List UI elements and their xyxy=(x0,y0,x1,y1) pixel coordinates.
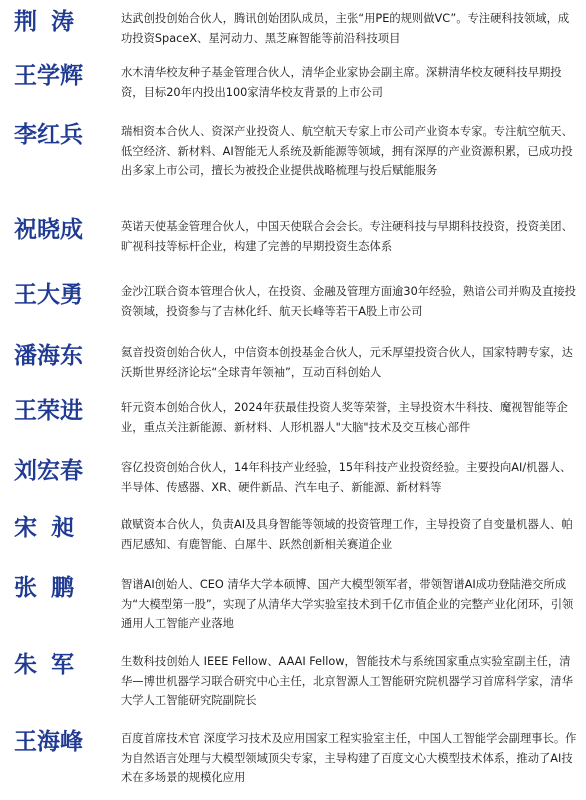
person-bio: 智谱AI创始人、CEO 清华大学本硕博、国产大模型领军者，带领智谱AI成功登陆港交所成为“大模型第一股”，实现了从清华大学实验室技术到千亿市值企业的完整产业化闭环，引领通用人工智能产业落地 xyxy=(121,578,574,630)
person-name: 潘海东 xyxy=(14,343,83,369)
person-bio: 容亿投资创始合伙人，14年科技产业经验，15年科技产业投资经验。主要投向AI/机器人、半导体、传感器、XR、硬件新品、汽车电子、新能源、新材料等 xyxy=(121,461,572,494)
person-name: 张鹏 xyxy=(14,575,88,601)
person-bio: 英诺天使基金管理合伙人，中国天使联合会会长。专注硬科技与早期科技投资，投资美团、旷视科技等标杆企业，构建了完善的早期投资生态体系 xyxy=(121,220,573,253)
person-name: 王学辉 xyxy=(14,63,83,89)
person-name: 朱军 xyxy=(14,652,88,678)
person-bio: 氦音投资创始合伙人，中信资本创投基金合伙人，元禾厚望投资合伙人，国家特聘专家，达沃斯世界经济论坛“全球青年领袖”，互动百科创始人 xyxy=(121,346,573,379)
person-name: 李红兵 xyxy=(14,122,83,148)
person-name: 王大勇 xyxy=(14,282,83,308)
person-name: 刘宏春 xyxy=(14,458,83,484)
person-bio: 啟赋资本合伙人，负责AI及具身智能等领域的投资管理工作，主导投资了自变量机器人、帕西尼感知、有鹿智能、白犀牛、跃然创新相关赛道企业 xyxy=(121,518,573,551)
person-bio: 百度首席技术官 深度学习技术及应用国家工程实验室主任，中国人工智能学会副理事长。作为自然语言处理与大模型领域顶尖专家，主导构建了百度文心大模型技术体系，推动了AI技术在多场景的规模化应用 xyxy=(121,732,577,784)
person-name: 祝晓成 xyxy=(14,217,83,243)
person-bio: 瑞相资本合伙人、资深产业投资人、航空航天专家上市公司产业资本专家。专注航空航天、低空经济、新材料、AI智能无人系统及新能源等领域，拥有深厚的产业资源积累，已成功投出多家上市公司，擅长为被投企业提供战略梳理与投后赋能服务 xyxy=(121,125,573,177)
person-name: 王海峰 xyxy=(14,729,83,755)
person-name: 荆涛 xyxy=(14,9,88,35)
person-bio: 生数科技创始人 IEEE Fellow、AAAI Fellow，智能技术与系统国家重点实验室副主任，清华—博世机器学习联合研究中心主任，北京智源人工智能研究院机器学习首席科学家，清华大学人工智能研究院副院长 xyxy=(121,655,573,707)
person-name: 宋昶 xyxy=(14,515,88,541)
person-bio: 水木清华校友种子基金管理合伙人，清华企业家协会副主席。深耕清华校友硬科技早期投资，目标20年内投出100家清华校友背景的上市公司 xyxy=(121,66,562,99)
person-bio: 金沙江联合资本管理合伙人，在投资、金融及管理方面逾30年经验，熟谙公司并购及直接投资领域，投资参与了吉林化纤、航天长峰等若干A股上市公司 xyxy=(121,285,576,318)
person-bio: 达武创投创始合伙人，腾讯创始团队成员，主张“用PE的规则做VC”。专注硬科技领域，成功投资SpaceX、星河动力、黑芝麻智能等前沿科技项目 xyxy=(121,12,570,45)
person-name: 王荣进 xyxy=(14,398,83,424)
person-bio: 轩元资本创始合伙人，2024年获最佳投资人奖等荣誉，主导投资木牛科技、魔视智能等企业，重点关注新能源、新材料、人形机器人"大脑"技术及交互核心部件 xyxy=(121,401,568,434)
